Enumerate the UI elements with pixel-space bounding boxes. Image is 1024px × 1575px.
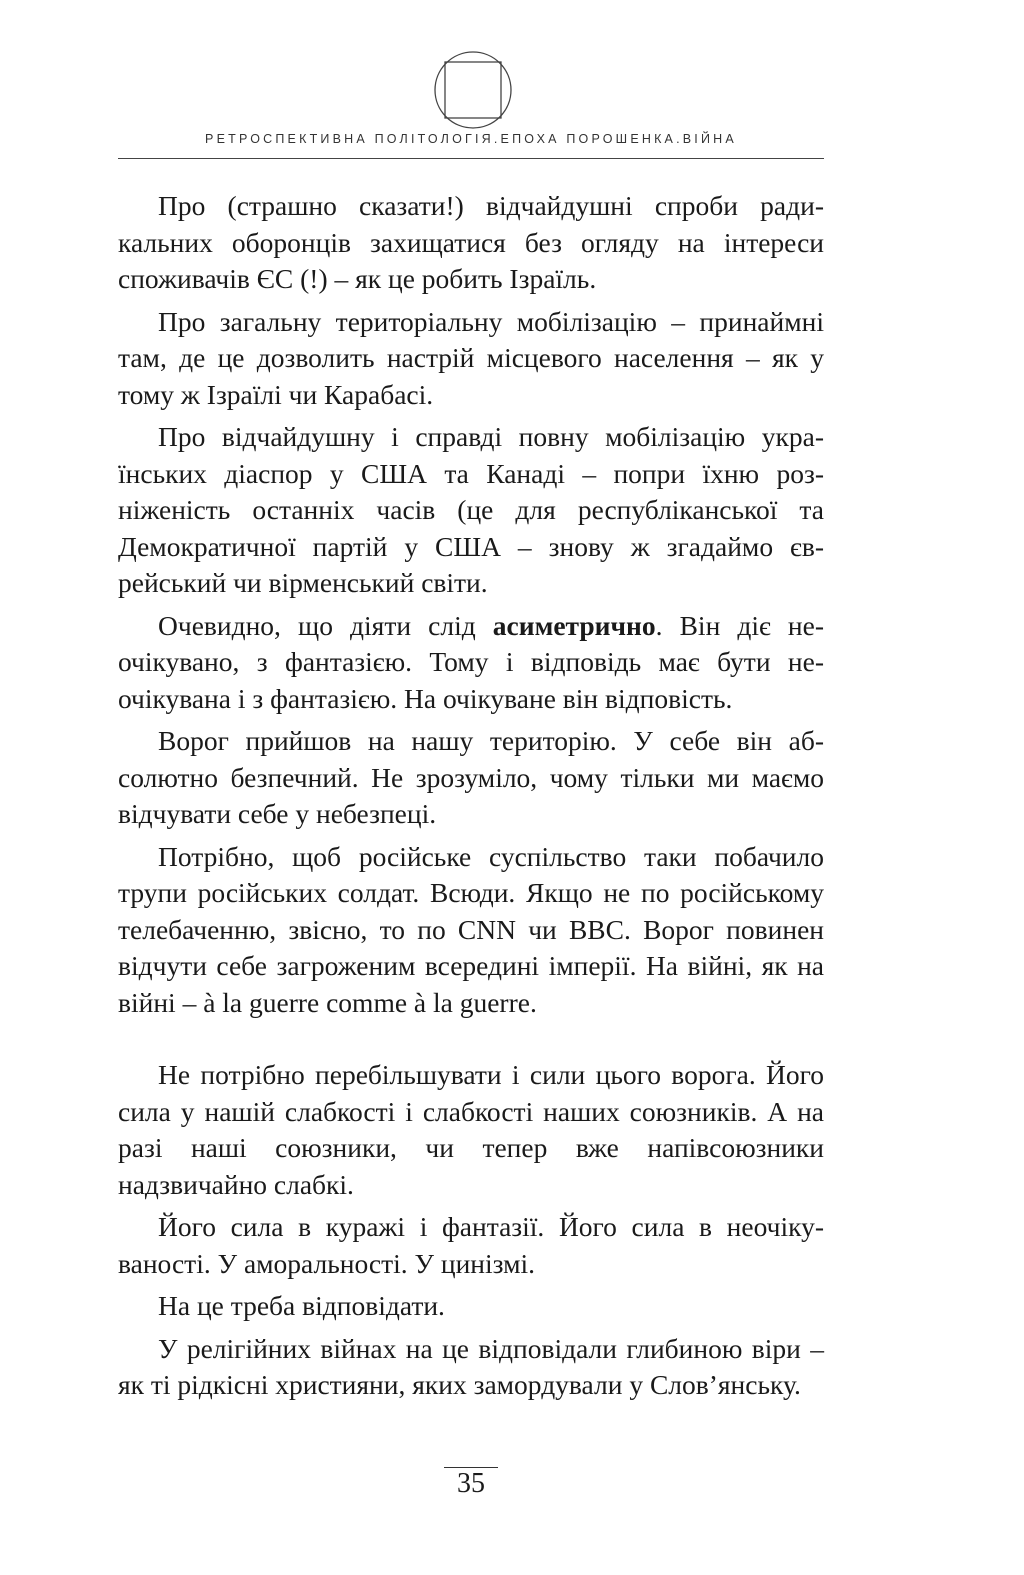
- paragraph: Його сила в куражі і фантазії. Його сила в неочікуваності. У аморальності. У цинізмі.: [118, 1211, 824, 1279]
- paragraph: Про відчайдушну і справді повну мобілізацію українських діаспор у США та Канаді – попри їхню розніженість останніх часів (це для республіканської та Демократичної партій у США – знову ж згадаймо єврейський чи вірменський світи.: [118, 421, 824, 598]
- paragraph: У релігійних війнах на це відповідали глибиною віри – як ті рідкісні християни, яких замордували у Слов’янську.: [118, 1332, 824, 1400]
- paragraph: [118, 608, 824, 718]
- paragraph: Потрібно, щоб російське суспільство таки побачило трупи російських солдат. Всюди. Якщо не по російському телебаченню, звісно, то по CNN чи BBC. Ворог повинен відчути себе загроженим всередині імперії. На війні, як на війні – à la guerre comme à la guerre.: [118, 840, 824, 1018]
- paragraph-text: Очевидно, що діяти слід: [158, 609, 493, 641]
- paragraph: Ворог прийшов на нашу територію. У себе він абсолютно безпечний. Не зрозуміло, чому тільки ми маємо відчувати себе у небезпеці.: [118, 725, 824, 829]
- running-header: РЕТРОСПЕКТИВНА ПОЛІТОЛОГІЯ.ЕПОХА ПОРОШЕНКА.ВІЙНА: [205, 132, 737, 146]
- header-rule: [118, 158, 824, 159]
- paragraph-text: . Він діє неочікувано, з фантазією. Тому і відповідь має бути неочікувана і з фантазією. На очікуване він відповість.: [118, 609, 824, 714]
- emphasis-text: асиметрично: [492, 609, 656, 641]
- page-number: 35: [457, 1468, 485, 1499]
- section-break: [118, 1021, 824, 1057]
- circle-square-emblem-icon: [433, 50, 513, 130]
- body-text: [118, 188, 824, 1404]
- paragraph: Не потрібно перебільшувати і сили цього ворога. Його сила у нашій слабкості і слабкості наших союзників. А на разі наші союзники, чи тепер вже напівсоюзники надзвичайно слабкі.: [118, 1059, 824, 1200]
- paragraph: Про загальну територіальну мобілізацію – принаймні там, де це дозволить настрій місцевого населення – як у тому ж Ізраїлі чи Карабасі.: [118, 305, 824, 410]
- paragraph: Про (страшно сказати!) відчайдушні спроби радикальних оборонців захищатися без огляду на інтереси споживачів ЄС (!) – як це робить Ізраїль.: [118, 190, 824, 294]
- paragraph: На це треба відповідати.: [158, 1290, 445, 1321]
